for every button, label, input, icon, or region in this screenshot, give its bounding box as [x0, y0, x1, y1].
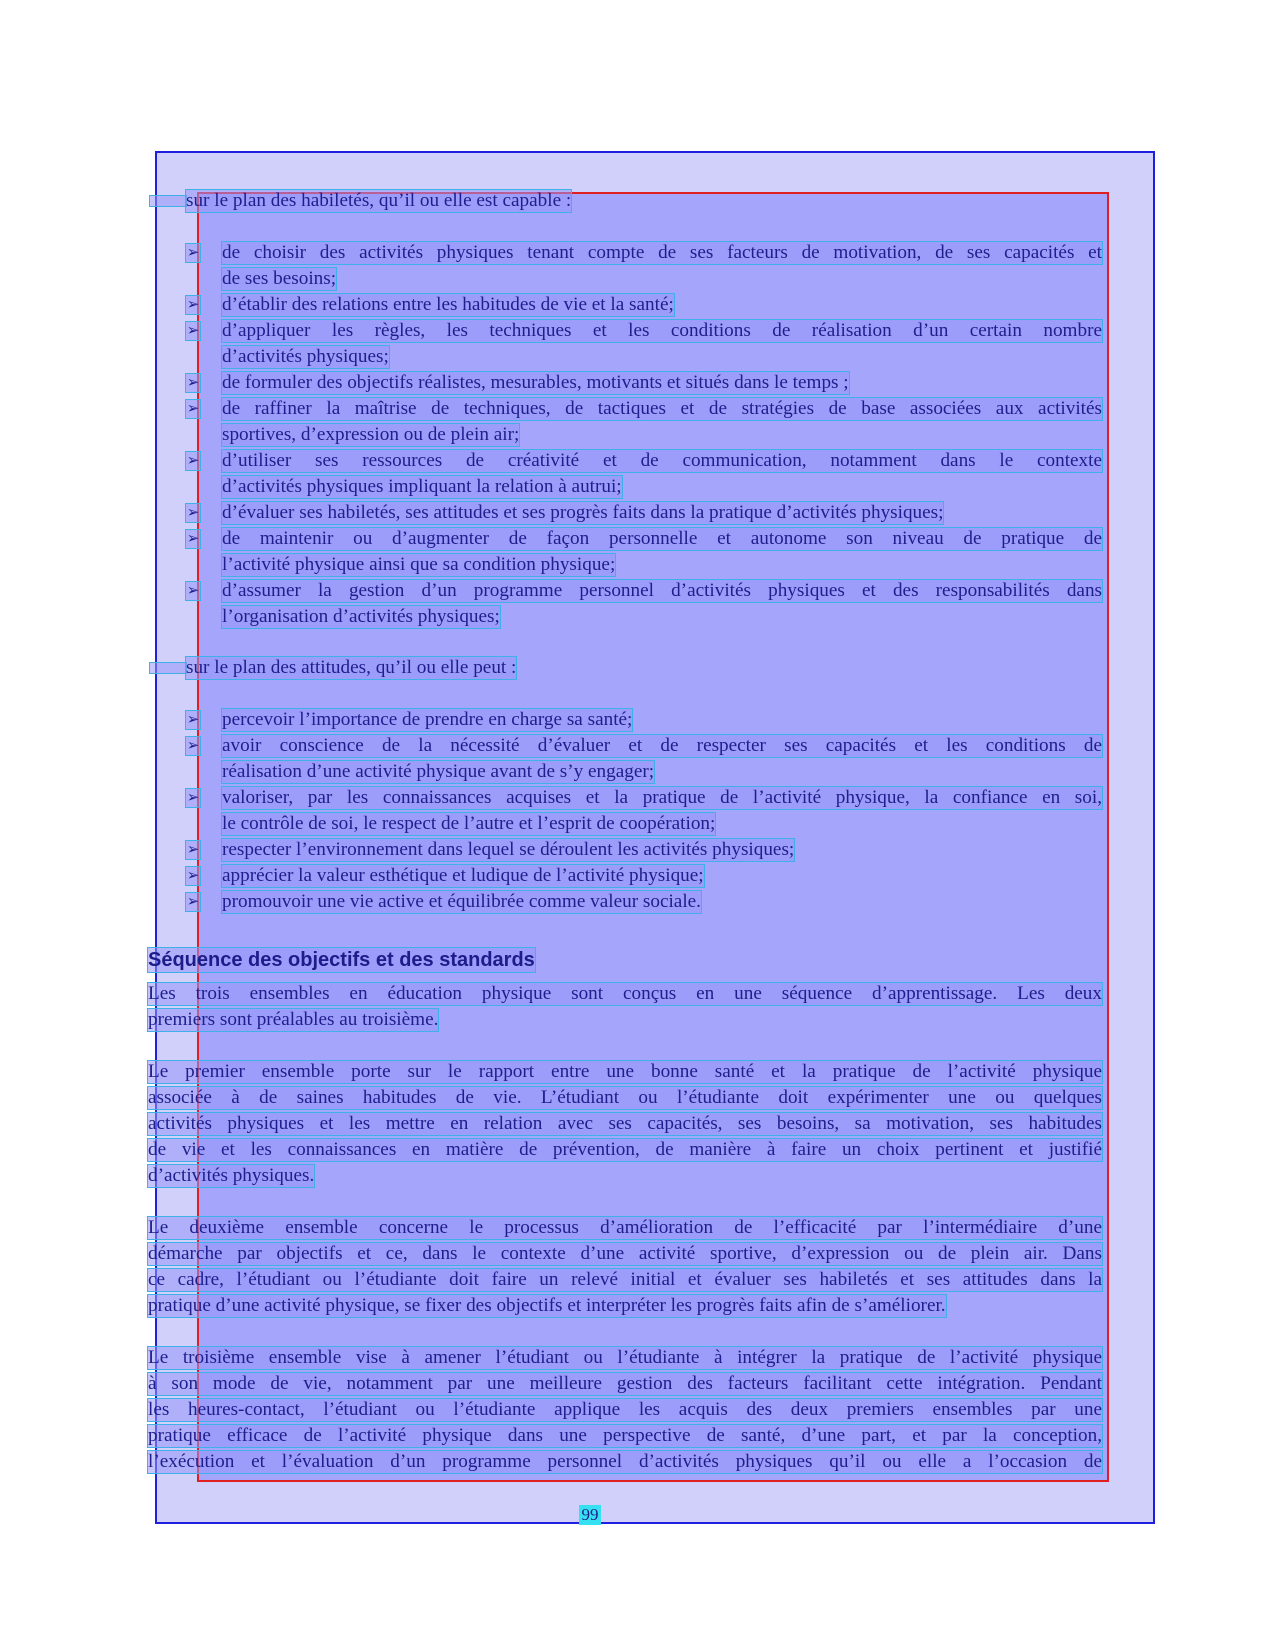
list-item-line: le contrôle de soi, le respect de l’autre et l’esprit de coopération; [222, 813, 716, 834]
paragraph-line: Le deuxième ensemble concerne le processus d’amélioration de l’efficacité par l’intermédiaire d’une [148, 1217, 1102, 1238]
bullet-icon: ➢ [186, 868, 200, 884]
list-item-line: de choisir des activités physiques tenant compte de ses facteurs de motivation, de ses capacités et [222, 242, 1102, 263]
bullet-icon: ➢ [186, 401, 200, 417]
paragraph-line: premiers sont préalables au troisième. [148, 1009, 439, 1030]
bullet-icon: ➢ [186, 894, 200, 910]
paragraph-line: activités physiques et les mettre en relation avec ses capacités, ses besoins, sa motivation, ses habitudes [148, 1113, 1102, 1134]
bullet-icon: ➢ [186, 842, 200, 858]
bullet-icon: ➢ [186, 505, 200, 521]
bullet-icon: ➢ [186, 245, 200, 261]
paragraph-line: l’exécution et l’évaluation d’un programme personnel d’activités physiques qu’il ou elle a l’occasion de [148, 1451, 1102, 1472]
list-item-line: de ses besoins; [222, 268, 337, 289]
page-number: 99 [579, 1505, 601, 1525]
list-item-line: l’organisation d’activités physiques; [222, 606, 500, 627]
list-item-line: d’activités physiques impliquant la relation à autrui; [222, 476, 622, 497]
list-item-line: de raffiner la maîtrise de techniques, de tactiques et de stratégies de base associées aux activités [222, 398, 1102, 419]
section-intro: sur le plan des attitudes, qu’il ou elle peut : [186, 657, 517, 678]
paragraph-line: pratique d’une activité physique, se fixer des objectifs et interpréter les progrès faits afin de s’améliorer. [148, 1295, 946, 1316]
paragraph-line: Les trois ensembles en éducation physique sont conçus en une séquence d’apprentissage. Les deux [148, 983, 1102, 1004]
list-item-line: avoir conscience de la nécessité d’évaluer et de respecter ses capacités et les conditions de [222, 735, 1102, 756]
bullet-icon: ➢ [186, 531, 200, 547]
bullet-icon: ➢ [186, 297, 200, 313]
list-item-line: d’activités physiques; [222, 346, 389, 367]
dash-marker [150, 663, 186, 673]
bullet-icon: ➢ [186, 712, 200, 728]
list-item-line: percevoir l’importance de prendre en charge sa santé; [222, 709, 633, 730]
paragraph-line: Le premier ensemble porte sur le rapport entre une bonne santé et la pratique de l’activité physique [148, 1061, 1102, 1082]
list-item-line: réalisation d’une activité physique avant de s’y engager; [222, 761, 655, 782]
paragraph-line: à son mode de vie, notamment par une meilleure gestion des facteurs facilitant cette intégration. Pendant [148, 1373, 1102, 1394]
bullet-icon: ➢ [186, 583, 200, 599]
paragraph-line: associée à de saines habitudes de vie. L’étudiant ou l’étudiante doit expérimenter une ou quelques [148, 1087, 1102, 1108]
paragraph-line: les heures-contact, l’étudiant ou l’étudiante applique les acquis des deux premiers ensembles par une [148, 1399, 1102, 1420]
list-item-line: sportives, d’expression ou de plein air; [222, 424, 520, 445]
list-item-line: apprécier la valeur esthétique et ludique de l’activité physique; [222, 865, 704, 886]
paragraph-line: démarche par objectifs et ce, dans le contexte d’une activité sportive, d’expression ou de plein air. Dans [148, 1243, 1102, 1264]
list-item-line: de formuler des objectifs réalistes, mesurables, motivants et situés dans le temps ; [222, 372, 849, 393]
list-item-line: respecter l’environnement dans lequel se déroulent les activités physiques; [222, 839, 795, 860]
list-item-line: d’appliquer les règles, les techniques et les conditions de réalisation d’un certain nombre [222, 320, 1102, 341]
list-item-line: d’évaluer ses habiletés, ses attitudes et ses progrès faits dans la pratique d’activités physiques; [222, 502, 944, 523]
list-item-line: d’utiliser ses ressources de créativité et de communication, notamment dans le contexte [222, 450, 1102, 471]
bullet-icon: ➢ [186, 453, 200, 469]
paragraph-line: de vie et les connaissances en matière de prévention, de manière à faire un choix pertinent et justifié [148, 1139, 1102, 1160]
list-item-line: promouvoir une vie active et équilibrée comme valeur sociale. [222, 891, 701, 912]
paragraph-line: pratique efficace de l’activité physique dans une perspective de santé, d’une part, et par la conception, [148, 1425, 1102, 1446]
bullet-icon: ➢ [186, 375, 200, 391]
paragraph-line: Le troisième ensemble vise à amener l’étudiant ou l’étudiante à intégrer la pratique de l’activité physique [148, 1347, 1102, 1368]
list-item-line: d’établir des relations entre les habitudes de vie et la santé; [222, 294, 674, 315]
section-heading: Séquence des objectifs et des standards [148, 949, 535, 971]
dash-marker [150, 196, 186, 206]
paragraph-line: d’activités physiques. [148, 1165, 315, 1186]
list-item-line: d’assumer la gestion d’un programme personnel d’activités physiques et des responsabilités dans [222, 580, 1102, 601]
bullet-icon: ➢ [186, 738, 200, 754]
bullet-icon: ➢ [186, 323, 200, 339]
list-item-line: de maintenir ou d’augmenter de façon personnelle et autonome son niveau de pratique de [222, 528, 1102, 549]
bullet-icon: ➢ [186, 790, 200, 806]
list-item-line: valoriser, par les connaissances acquises et la pratique de l’activité physique, la confiance en soi, [222, 787, 1102, 808]
list-item-line: l’activité physique ainsi que sa condition physique; [222, 554, 616, 575]
section-intro: sur le plan des habiletés, qu’il ou elle est capable : [186, 190, 572, 211]
paragraph-line: ce cadre, l’étudiant ou l’étudiante doit faire un relevé initial et évaluer ses habiletés et ses attitudes dans la [148, 1269, 1102, 1290]
